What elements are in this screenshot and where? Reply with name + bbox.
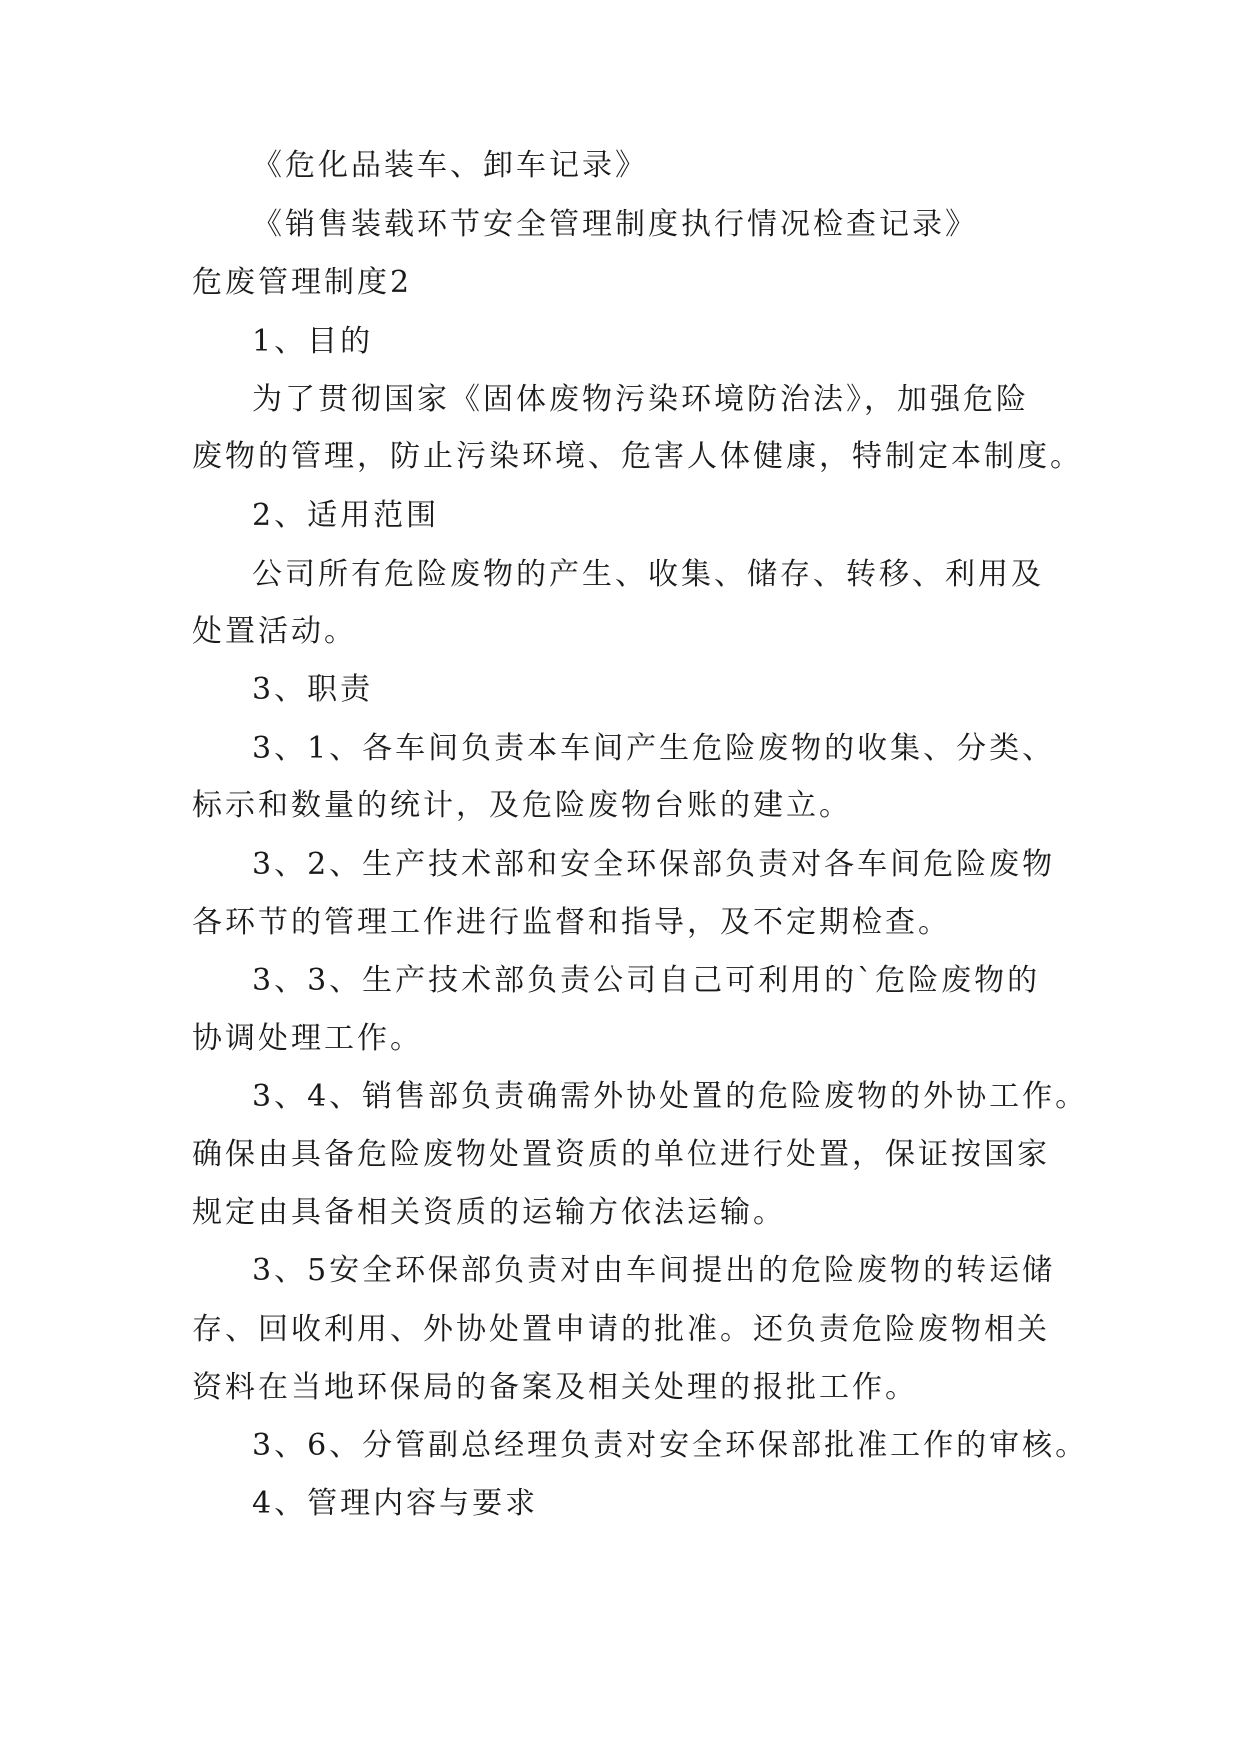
paragraph-line: 3、3、生产技术部负责公司自己可利用的`危险废物的 (252, 963, 1041, 998)
paragraph-line: 3、6、分管副总经理负责对安全环保部批准工作的审核。 (252, 1428, 1089, 1463)
heading-management: 4、管理内容与要求 (252, 1486, 539, 1521)
heading-purpose: 1、目的 (252, 324, 374, 359)
paragraph-line: 公司所有危险废物的产生、收集、储存、转移、利用及 (252, 557, 1044, 592)
paragraph-line: 确保由具备危险废物处置资质的单位进行处置，保证按国家 (192, 1137, 1050, 1172)
paragraph-line: 资料在当地环保局的备案及相关处理的报批工作。 (192, 1370, 918, 1405)
record-title-inspection: 《销售装载环节安全管理制度执行情况检查记录》 (252, 207, 978, 242)
paragraph-line: 3、1、各车间负责本车间产生危险废物的收集、分类、 (252, 731, 1056, 766)
paragraph-line: 存、回收利用、外协处置申请的批准。还负责危险废物相关 (192, 1312, 1050, 1347)
heading-scope: 2、适用范围 (252, 498, 440, 533)
paragraph-line: 处置活动。 (192, 614, 357, 649)
paragraph-line: 规定由具备相关资质的运输方依法运输。 (192, 1195, 786, 1230)
paragraph-line: 标示和数量的统计，及危险废物台账的建立。 (192, 788, 852, 823)
paragraph-line: 协调处理工作。 (192, 1021, 423, 1056)
paragraph-line: 3、2、生产技术部和安全环保部负责对各车间危险废物 (252, 847, 1056, 882)
section-heading: 危废管理制度2 (192, 265, 413, 300)
heading-duties: 3、职责 (252, 672, 374, 707)
paragraph-line: 3、5安全环保部负责对由车间提出的危险废物的转运储 (252, 1253, 1056, 1288)
record-title-loading: 《危化品装车、卸车记录》 (252, 148, 648, 183)
paragraph-line: 3、4、销售部负责确需外协处置的危险废物的外协工作。 (252, 1079, 1089, 1114)
paragraph-line: 各环节的管理工作进行监督和指导，及不定期检查。 (192, 905, 951, 940)
paragraph-line: 为了贯彻国家《固体废物污染环境防治法》，加强危险 (252, 382, 1029, 417)
paragraph-line: 废物的管理，防止污染环境、危害人体健康，特制定本制度。 (192, 439, 1083, 474)
